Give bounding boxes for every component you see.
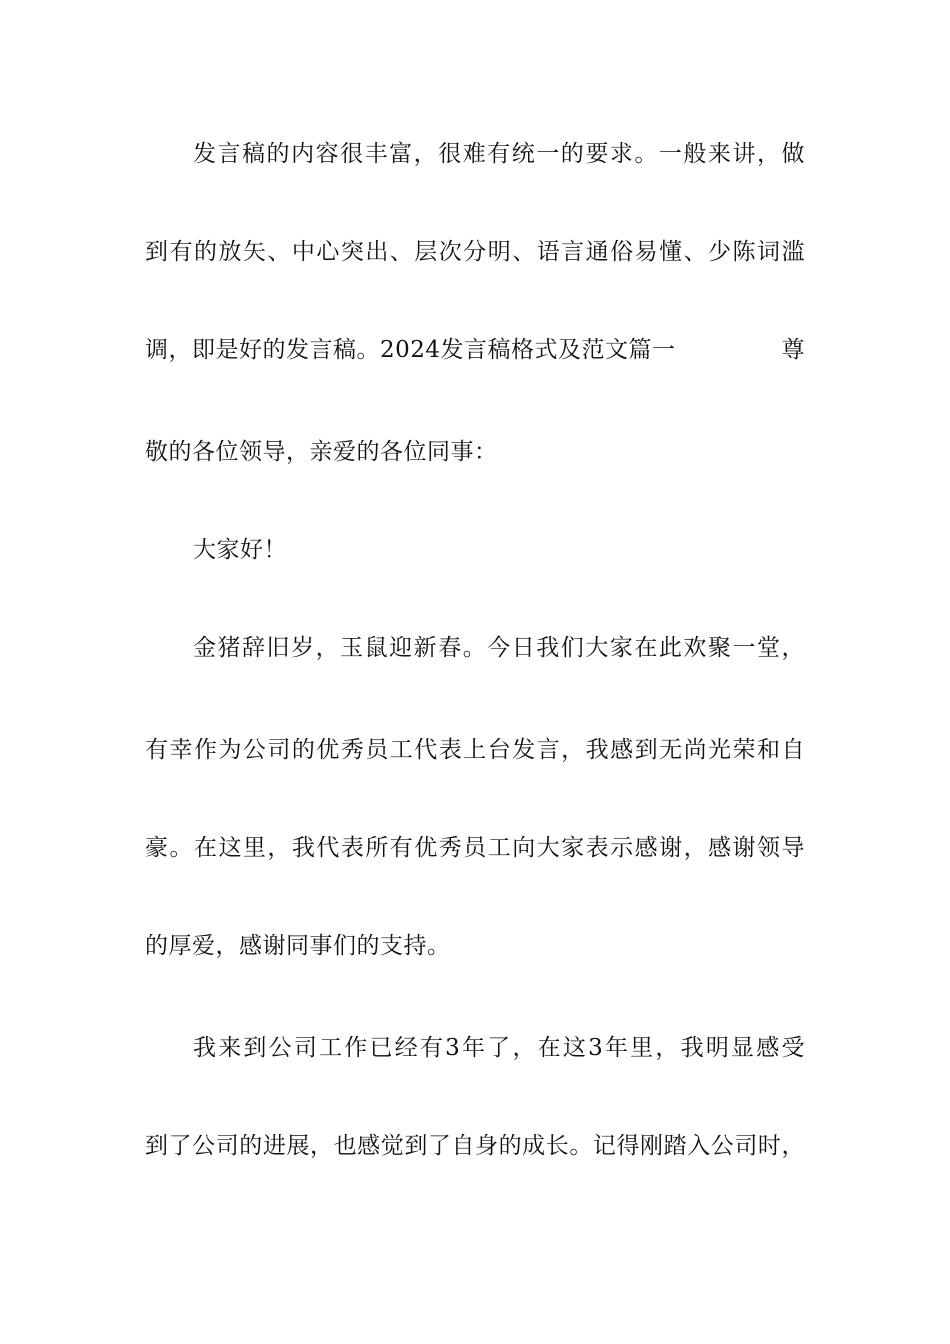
salutation-line: 敬的各位领导，亲爱的各位同事： <box>145 439 498 465</box>
paragraph-1-line-3-text: 调，即是好的发言稿。2024发言稿格式及范文篇一 <box>145 337 676 363</box>
paragraph-2-line-2: 有幸作为公司的优秀员工代表上台发言，我感到无尚光荣和自 <box>145 737 805 763</box>
greeting-line: 大家好！ <box>193 537 287 563</box>
paragraph-2-line-3: 豪。在这里，我代表所有优秀员工向大家表示感谢，感谢领导 <box>145 835 805 861</box>
paragraph-2-line-1: 金猪辞旧岁，玉鼠迎新春。今日我们大家在此欢聚一堂， <box>193 635 805 661</box>
paragraph-1-line-3-tail: 尊 <box>781 337 805 363</box>
paragraph-1-line-1: 发言稿的内容很丰富，很难有统一的要求。一般来讲，做 <box>193 141 805 167</box>
paragraph-1-line-2: 到有的放矢、中心突出、层次分明、语言通俗易懂、少陈词滥 <box>145 239 805 265</box>
paragraph-1-line-3 <box>145 333 805 367</box>
paragraph-3-line-2: 到了公司的进展，也感觉到了自身的成长。记得刚踏入公司时， <box>145 1133 805 1159</box>
paragraph-2-line-4: 的厚爱，感谢同事们的支持。 <box>145 933 451 959</box>
paragraph-3-line-1: 我来到公司工作已经有3年了，在这3年里，我明显感受 <box>193 1035 805 1061</box>
